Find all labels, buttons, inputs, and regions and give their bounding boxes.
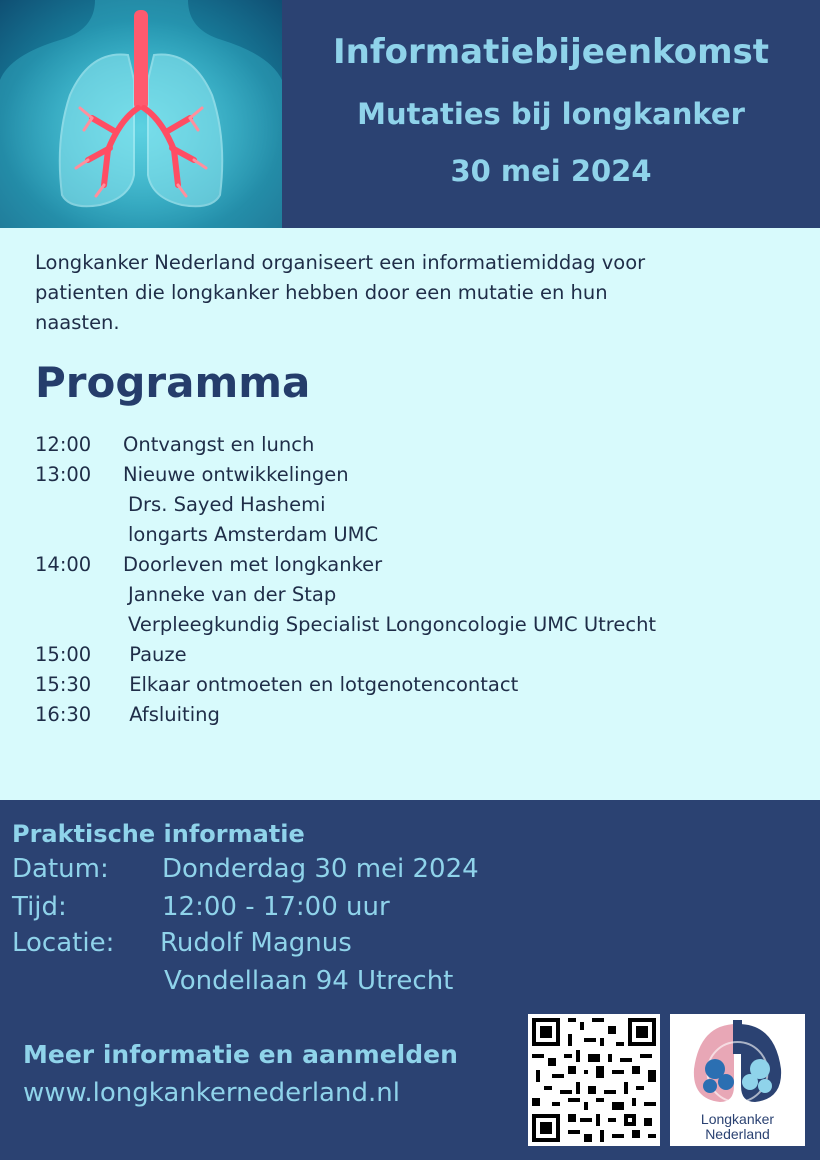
program-label: Elkaar ontmoeten en lotgenotencontact [123,673,519,696]
logo-text [670,1112,805,1142]
program-label: Nieuwe ontwikkelingen [123,463,349,486]
program-speaker-role: longarts Amsterdam UMC [128,523,379,546]
intro-line: Longkanker Nederland organiseert een informatiemiddag voor [35,251,646,274]
program-item [35,460,349,490]
header [0,0,820,228]
program-label: Pauze [123,643,187,666]
website-link[interactable]: www.longkankernederland.nl [23,1078,400,1108]
program-item [35,430,314,460]
logo-line: Nederland [705,1126,770,1142]
event-date: 30 mei 2024 [450,154,652,188]
program-item [35,640,187,670]
info-row-time [12,892,390,922]
lungs-illustration-icon [0,0,282,228]
program-item [35,700,220,730]
info-row-date [12,854,479,884]
program-time: 16:30 [35,703,92,726]
program-section [0,228,820,800]
program-time: 13:00 [35,463,92,486]
program-title: Programma [35,358,311,407]
program-speaker: Janneke van der Stap [128,583,337,606]
program-label: Doorleven met longkanker [123,553,383,576]
practical-info-section [0,800,820,1160]
info-value: Rudolf Magnus [160,928,352,958]
program-time: 14:00 [35,553,92,576]
intro-line: naasten. [35,311,120,334]
practical-info-title: Praktische informatie [12,820,305,848]
program-label: Ontvangst en lunch [123,433,315,456]
info-value: 12:00 - 17:00 uur [162,892,390,922]
program-speaker: Drs. Sayed Hashemi [128,493,326,516]
info-key: Datum: [12,854,109,884]
more-info-title: Meer informatie en aanmelden [23,1040,458,1069]
program-time: 15:00 [35,643,92,666]
intro-line: patienten die longkanker hebben door een mutatie en hun [35,281,608,304]
event-title: Informatiebijeenkomst [332,32,770,72]
program-label: Afsluiting [123,703,220,726]
header-text [282,0,820,228]
program-item [35,550,382,580]
longkanker-nederland-logo [670,1014,805,1146]
info-value: Donderdag 30 mei 2024 [162,854,479,884]
lungs-logo-icon [670,1014,805,1112]
logo-line: Longkanker [700,1111,775,1127]
intro-text [35,248,775,338]
info-address: Vondellaan 94 Utrecht [164,966,454,996]
qr-code-icon[interactable] [528,1014,660,1146]
event-subtitle: Mutaties bij longkanker [357,97,745,131]
program-item [35,670,518,700]
program-time: 15:30 [35,673,92,696]
info-row-location [12,928,352,958]
info-key: Tijd: [12,892,67,922]
info-key: Locatie: [12,928,115,958]
program-time: 12:00 [35,433,92,456]
program-speaker-role: Verpleegkundig Specialist Longoncologie UMC Utrecht [128,613,657,636]
